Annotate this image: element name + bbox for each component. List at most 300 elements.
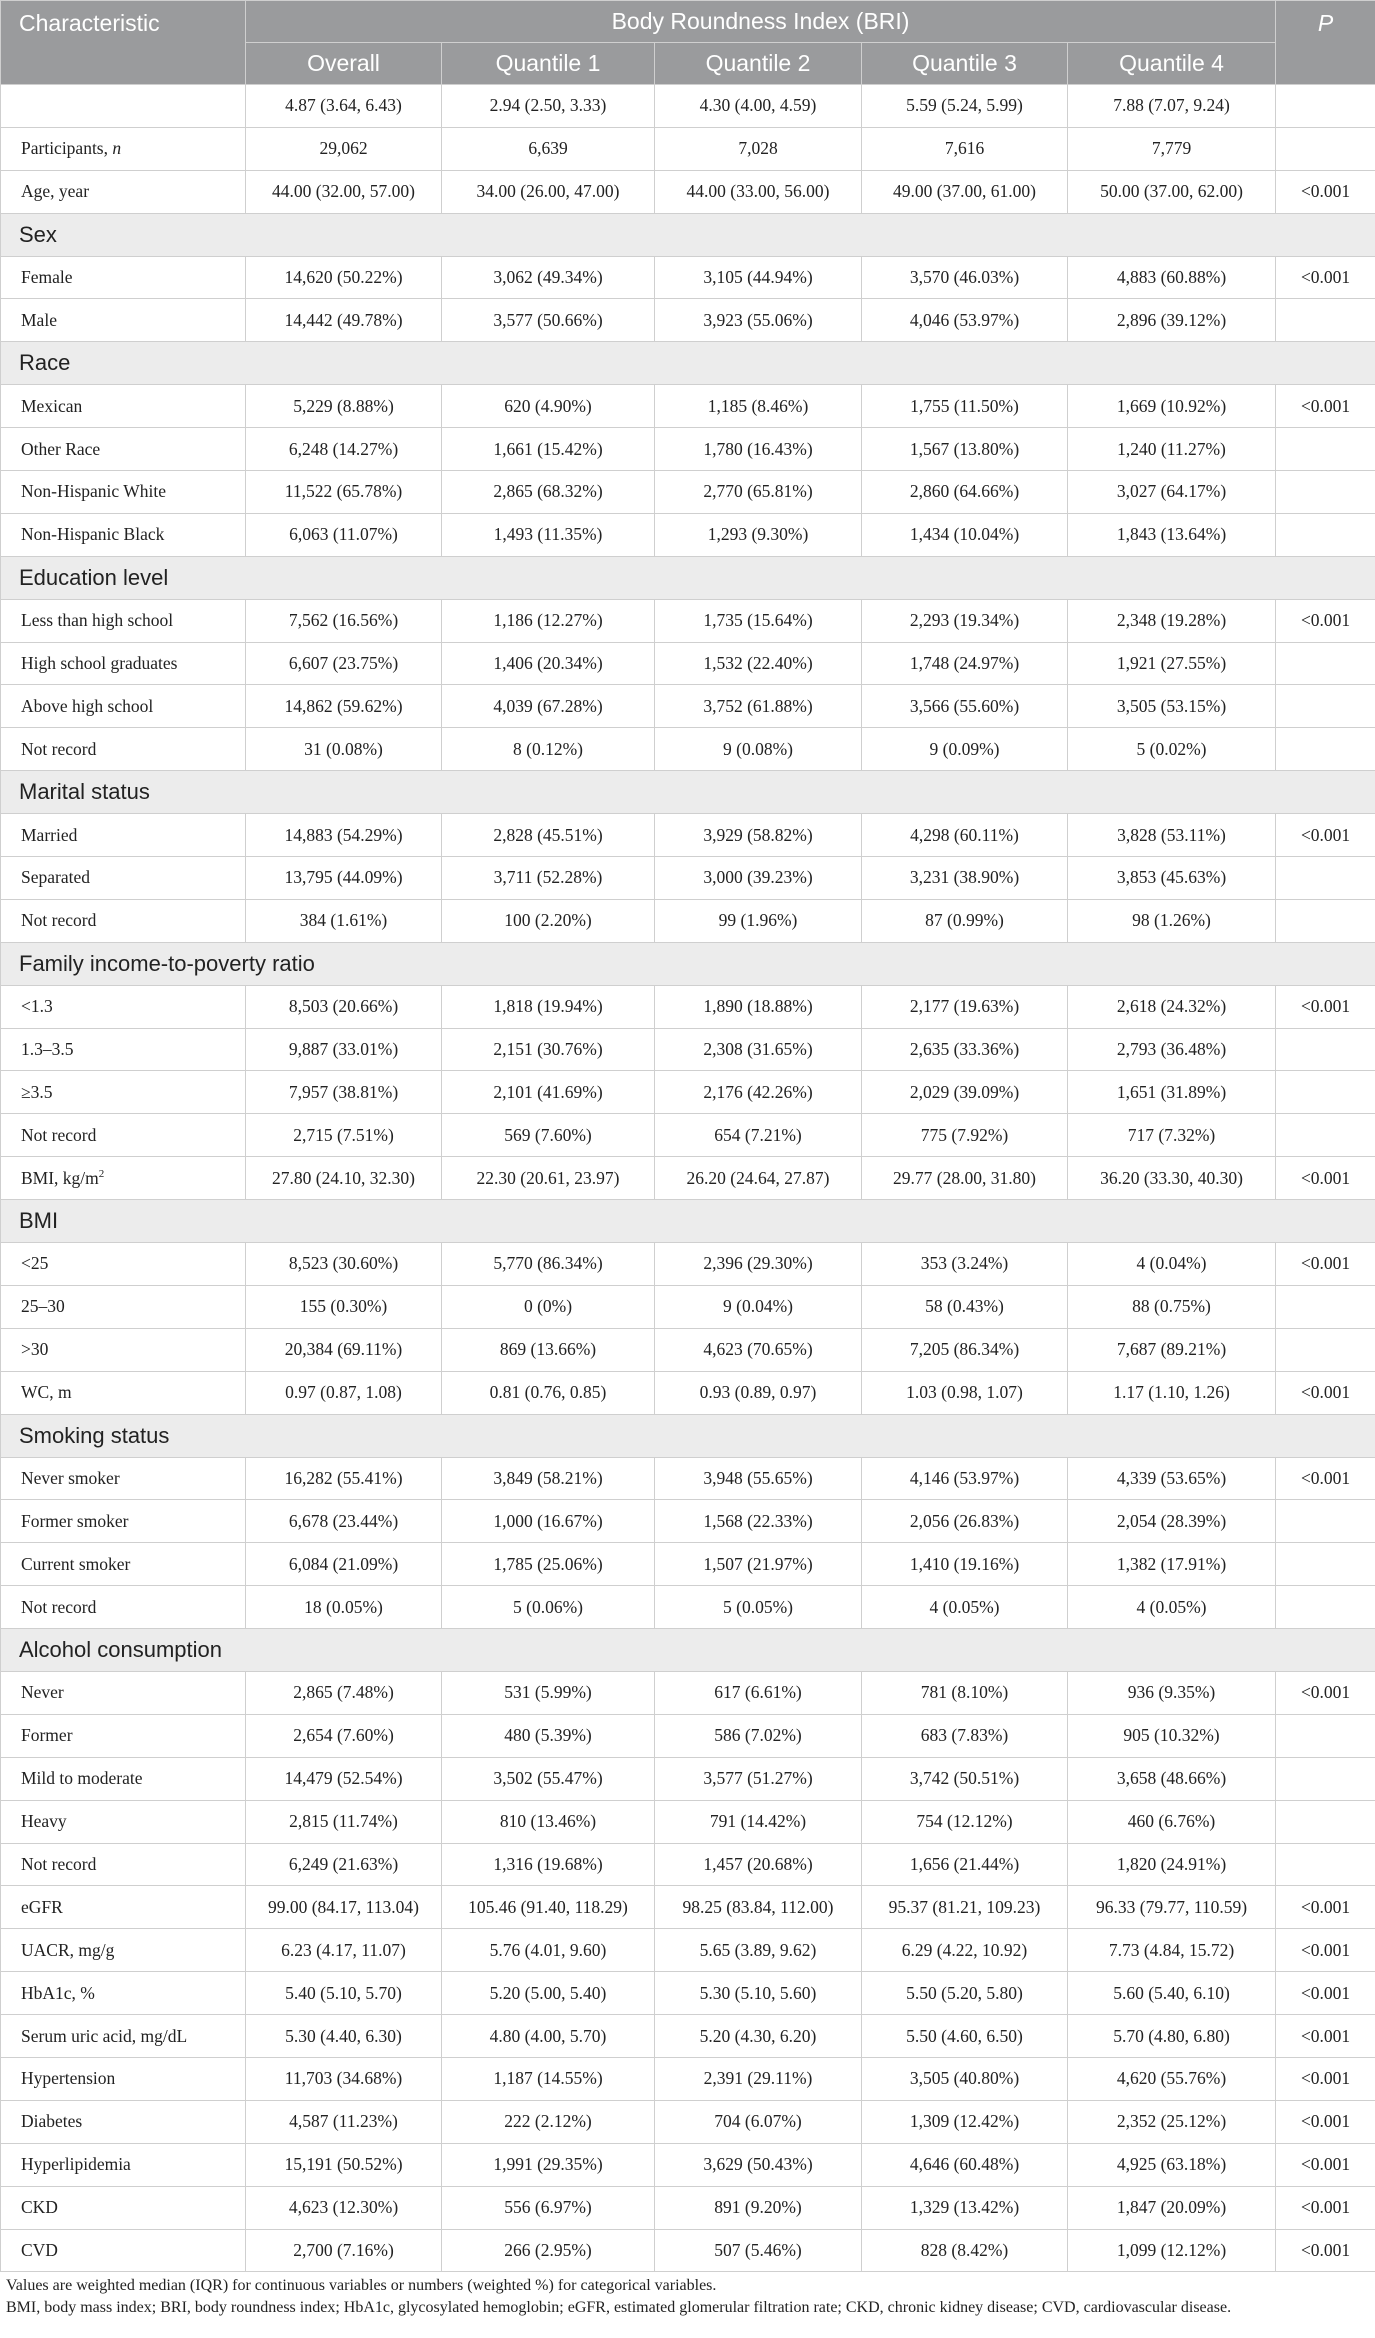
p-value-cell xyxy=(1276,513,1375,556)
row-label-text: Non-Hispanic Black xyxy=(21,524,165,545)
table-cell: 14,479 (52.54%) xyxy=(246,1757,442,1800)
p-value-cell xyxy=(1276,1071,1375,1114)
table-cell: 2,054 (28.39%) xyxy=(1068,1500,1276,1543)
table-cell: 5 (0.05%) xyxy=(655,1586,862,1629)
table-cell: 3,231 (38.90%) xyxy=(862,857,1068,900)
row-label-text: >30 xyxy=(21,1339,49,1360)
row-label xyxy=(1,428,246,471)
table-row xyxy=(1,2186,1375,2229)
table-cell: 1,406 (20.34%) xyxy=(442,642,655,685)
footnotes xyxy=(0,2275,1375,2319)
table-cell: 29.77 (28.00, 31.80) xyxy=(862,1157,1068,1200)
p-value-cell xyxy=(1276,1285,1375,1328)
table-cell: 1,000 (16.67%) xyxy=(442,1500,655,1543)
table-cell: 95.37 (81.21, 109.23) xyxy=(862,1886,1068,1929)
table-cell: 6,084 (21.09%) xyxy=(246,1543,442,1586)
header-col-quantile-1: Quantile 1 xyxy=(442,43,655,85)
row-label-text: Less than high school xyxy=(21,610,174,631)
table-cell: 58 (0.43%) xyxy=(862,1285,1068,1328)
row-label xyxy=(1,1886,246,1929)
p-value-cell: <0.001 xyxy=(1276,985,1375,1028)
table-cell: 1.03 (0.98, 1.07) xyxy=(862,1371,1068,1414)
table-cell: 29,062 xyxy=(246,127,442,170)
table-cell: 36.20 (33.30, 40.30) xyxy=(1068,1157,1276,1200)
table-cell: 14,620 (50.22%) xyxy=(246,256,442,299)
table-cell: 3,577 (50.66%) xyxy=(442,299,655,342)
table-cell: 1,843 (13.64%) xyxy=(1068,513,1276,556)
table-cell: 4,646 (60.48%) xyxy=(862,2143,1068,2186)
section-row xyxy=(1,1414,1375,1457)
table-cell: 4,925 (63.18%) xyxy=(1068,2143,1276,2186)
table-cell: 7,028 xyxy=(655,127,862,170)
table-cell: 88 (0.75%) xyxy=(1068,1285,1276,1328)
row-label xyxy=(1,814,246,857)
table-cell: 99.00 (84.17, 113.04) xyxy=(246,1886,442,1929)
row-label xyxy=(1,685,246,728)
table-cell: 16,282 (55.41%) xyxy=(246,1457,442,1500)
table-cell: 7,779 xyxy=(1068,127,1276,170)
table-row xyxy=(1,1500,1375,1543)
table-cell: 2,860 (64.66%) xyxy=(862,471,1068,514)
section-row xyxy=(1,942,1375,985)
row-label-text: HbA1c, % xyxy=(21,1982,95,2003)
table-row xyxy=(1,1886,1375,1929)
row-label xyxy=(1,1586,246,1629)
row-label-text: Married xyxy=(21,824,78,845)
table-cell: 704 (6.07%) xyxy=(655,2100,862,2143)
row-label-text: Non-Hispanic White xyxy=(21,481,166,502)
p-value-cell: <0.001 xyxy=(1276,1972,1375,2015)
table-cell: 810 (13.46%) xyxy=(442,1800,655,1843)
section-row xyxy=(1,771,1375,814)
p-value-cell: <0.001 xyxy=(1276,814,1375,857)
table-cell: 3,505 (40.80%) xyxy=(862,2057,1068,2100)
row-label-text: Mexican xyxy=(21,395,83,416)
table-cell: 654 (7.21%) xyxy=(655,1114,862,1157)
row-label-text: CVD xyxy=(21,2239,58,2260)
table-cell: 87 (0.99%) xyxy=(862,899,1068,942)
row-label xyxy=(1,2186,246,2229)
row-label xyxy=(1,471,246,514)
row-label-superscript: 2 xyxy=(98,1167,105,1180)
table-cell: 31 (0.08%) xyxy=(246,728,442,771)
table-cell: 5.50 (5.20, 5.80) xyxy=(862,1972,1068,2015)
p-value-cell xyxy=(1276,85,1375,128)
header-p: P xyxy=(1276,1,1375,85)
table-cell: 2,293 (19.34%) xyxy=(862,599,1068,642)
table-cell: 5.20 (5.00, 5.40) xyxy=(442,1972,655,2015)
table-cell: 891 (9.20%) xyxy=(655,2186,862,2229)
table-cell: 14,442 (49.78%) xyxy=(246,299,442,342)
row-label xyxy=(1,1800,246,1843)
table-cell: 266 (2.95%) xyxy=(442,2229,655,2272)
table-cell: 4,620 (55.76%) xyxy=(1068,2057,1276,2100)
table-cell: 1,818 (19.94%) xyxy=(442,985,655,1028)
table-cell: 3,629 (50.43%) xyxy=(655,2143,862,2186)
table-cell: 4,883 (60.88%) xyxy=(1068,256,1276,299)
row-label xyxy=(1,1500,246,1543)
table-cell: 5,770 (86.34%) xyxy=(442,1243,655,1286)
table-cell: 1,309 (12.42%) xyxy=(862,2100,1068,2143)
table-cell: 507 (5.46%) xyxy=(655,2229,862,2272)
p-value-cell: <0.001 xyxy=(1276,1243,1375,1286)
row-label-text: Age, year xyxy=(21,181,90,202)
table-cell: 6,249 (21.63%) xyxy=(246,1843,442,1886)
table-cell: 14,862 (59.62%) xyxy=(246,685,442,728)
table-cell: 1,493 (11.35%) xyxy=(442,513,655,556)
section-row xyxy=(1,556,1375,599)
table-cell: 2,176 (42.26%) xyxy=(655,1071,862,1114)
row-label xyxy=(1,642,246,685)
p-value-cell: <0.001 xyxy=(1276,2143,1375,2186)
header-group: Body Roundness Index (BRI) xyxy=(246,1,1276,43)
table-cell: 4,046 (53.97%) xyxy=(862,299,1068,342)
table-row xyxy=(1,1028,1375,1071)
row-label-text: Never smoker xyxy=(21,1467,120,1488)
table-cell: 27.80 (24.10, 32.30) xyxy=(246,1157,442,1200)
table-cell: 1,847 (20.09%) xyxy=(1068,2186,1276,2229)
table-cell: 781 (8.10%) xyxy=(862,1671,1068,1714)
row-label xyxy=(1,985,246,1028)
table-cell: 1,669 (10.92%) xyxy=(1068,385,1276,428)
table-cell: 4,587 (11.23%) xyxy=(246,2100,442,2143)
row-label xyxy=(1,1114,246,1157)
table-cell: 14,883 (54.29%) xyxy=(246,814,442,857)
table-cell: 0.81 (0.76, 0.85) xyxy=(442,1371,655,1414)
section-row xyxy=(1,342,1375,385)
table-cell: 717 (7.32%) xyxy=(1068,1114,1276,1157)
row-label-text: Not record xyxy=(21,910,97,931)
table-cell: 7.88 (7.07, 9.24) xyxy=(1068,85,1276,128)
p-value-cell: <0.001 xyxy=(1276,2100,1375,2143)
section-row xyxy=(1,213,1375,256)
table-cell: 2,308 (31.65%) xyxy=(655,1028,862,1071)
row-label xyxy=(1,857,246,900)
row-label xyxy=(1,899,246,942)
table-cell: 556 (6.97%) xyxy=(442,2186,655,2229)
header-col-quantile-3: Quantile 3 xyxy=(862,43,1068,85)
table-cell: 1,991 (29.35%) xyxy=(442,2143,655,2186)
table-cell: 1,507 (21.97%) xyxy=(655,1543,862,1586)
header-col-overall: Overall xyxy=(246,43,442,85)
table-row xyxy=(1,1757,1375,1800)
table-row xyxy=(1,299,1375,342)
table-row xyxy=(1,1157,1375,1200)
header-col-quantile-2: Quantile 2 xyxy=(655,43,862,85)
row-label-text: Above high school xyxy=(21,695,154,716)
table-cell: 2,865 (7.48%) xyxy=(246,1671,442,1714)
table-row xyxy=(1,127,1375,170)
table-row xyxy=(1,2057,1375,2100)
table-cell: 2,029 (39.09%) xyxy=(862,1071,1068,1114)
row-label-italic: n xyxy=(112,138,122,159)
table-cell: 20,384 (69.11%) xyxy=(246,1328,442,1371)
table-cell: 2,177 (19.63%) xyxy=(862,985,1068,1028)
p-value-cell xyxy=(1276,685,1375,728)
table-cell: 5 (0.06%) xyxy=(442,1586,655,1629)
table-row xyxy=(1,1843,1375,1886)
table-cell: 1,748 (24.97%) xyxy=(862,642,1068,685)
p-value-cell xyxy=(1276,1543,1375,1586)
p-value-cell: <0.001 xyxy=(1276,385,1375,428)
row-label-text: Not record xyxy=(21,738,97,759)
table-cell: 1,434 (10.04%) xyxy=(862,513,1068,556)
table-cell: 9,887 (33.01%) xyxy=(246,1028,442,1071)
table-cell: 7,205 (86.34%) xyxy=(862,1328,1068,1371)
row-label-text: Heavy xyxy=(21,1811,67,1832)
row-label xyxy=(1,1371,246,1414)
table-cell: 460 (6.76%) xyxy=(1068,1800,1276,1843)
table-cell: 1,651 (31.89%) xyxy=(1068,1071,1276,1114)
p-value-cell xyxy=(1276,1028,1375,1071)
table-cell: 5 (0.02%) xyxy=(1068,728,1276,771)
table-cell: 34.00 (26.00, 47.00) xyxy=(442,170,655,213)
row-label-text: 1.3–3.5 xyxy=(21,1039,74,1060)
row-label-text: CKD xyxy=(21,2197,58,2218)
table-cell: 3,828 (53.11%) xyxy=(1068,814,1276,857)
table-cell: 5.20 (4.30, 6.20) xyxy=(655,2015,862,2058)
row-label-text: Male xyxy=(21,309,57,330)
row-label-text: Not record xyxy=(21,1853,97,1874)
row-label xyxy=(1,256,246,299)
p-value-cell xyxy=(1276,1714,1375,1757)
row-label xyxy=(1,1929,246,1972)
table-cell: 531 (5.99%) xyxy=(442,1671,655,1714)
table-cell: 0.97 (0.87, 1.08) xyxy=(246,1371,442,1414)
row-label xyxy=(1,85,246,128)
table-cell: 100 (2.20%) xyxy=(442,899,655,942)
table-cell: 0.93 (0.89, 0.97) xyxy=(655,1371,862,1414)
table-cell: 1,567 (13.80%) xyxy=(862,428,1068,471)
table-cell: 1,780 (16.43%) xyxy=(655,428,862,471)
p-value-cell xyxy=(1276,857,1375,900)
p-value-cell: <0.001 xyxy=(1276,170,1375,213)
row-label xyxy=(1,170,246,213)
table-cell: 2,715 (7.51%) xyxy=(246,1114,442,1157)
table-row xyxy=(1,1671,1375,1714)
table-row xyxy=(1,1543,1375,1586)
table-row xyxy=(1,85,1375,128)
section-label: BMI xyxy=(1,1200,1375,1243)
table-cell: 936 (9.35%) xyxy=(1068,1671,1276,1714)
row-label xyxy=(1,728,246,771)
table-cell: 7,616 xyxy=(862,127,1068,170)
row-label xyxy=(1,1028,246,1071)
table-row xyxy=(1,1285,1375,1328)
table-cell: 4 (0.04%) xyxy=(1068,1243,1276,1286)
table-cell: 2.94 (2.50, 3.33) xyxy=(442,85,655,128)
table-cell: 99 (1.96%) xyxy=(655,899,862,942)
section-label: Race xyxy=(1,342,1375,385)
table-cell: 4,623 (12.30%) xyxy=(246,2186,442,2229)
row-label-text: WC, m xyxy=(21,1382,72,1403)
table-row xyxy=(1,728,1375,771)
table-cell: 44.00 (32.00, 57.00) xyxy=(246,170,442,213)
row-label-text: Separated xyxy=(21,867,90,888)
table-cell: 5.60 (5.40, 6.10) xyxy=(1068,1972,1276,2015)
row-label xyxy=(1,1543,246,1586)
table-row xyxy=(1,2100,1375,2143)
table-cell: 96.33 (79.77, 110.59) xyxy=(1068,1886,1276,1929)
table-row xyxy=(1,1328,1375,1371)
table-cell: 3,853 (45.63%) xyxy=(1068,857,1276,900)
table-cell: 3,566 (55.60%) xyxy=(862,685,1068,728)
table-cell: 1,755 (11.50%) xyxy=(862,385,1068,428)
footnote-abbreviations: BMI, body mass index; BRI, body roundness index; HbA1c, glycosylated hemoglobin; eGFR, estimated glomerular filtration rate; CKD, chronic kidney disease; CVD, cardiovascular disease. xyxy=(6,2299,1232,2317)
row-label xyxy=(1,2143,246,2186)
table-cell: 2,618 (24.32%) xyxy=(1068,985,1276,1028)
p-value-cell: <0.001 xyxy=(1276,1371,1375,1414)
table-cell: 3,658 (48.66%) xyxy=(1068,1757,1276,1800)
table-cell: 569 (7.60%) xyxy=(442,1114,655,1157)
table-cell: 8,523 (30.60%) xyxy=(246,1243,442,1286)
row-label-text: Current smoker xyxy=(21,1553,131,1574)
table-cell: 5.76 (4.01, 9.60) xyxy=(442,1929,655,1972)
table-cell: 4,039 (67.28%) xyxy=(442,685,655,728)
table-cell: 13,795 (44.09%) xyxy=(246,857,442,900)
p-value-cell: <0.001 xyxy=(1276,1886,1375,1929)
table-cell: 828 (8.42%) xyxy=(862,2229,1068,2272)
row-label-text: Mild to moderate xyxy=(21,1768,143,1789)
table-cell: 3,948 (55.65%) xyxy=(655,1457,862,1500)
row-label xyxy=(1,599,246,642)
row-label xyxy=(1,1328,246,1371)
section-label: Marital status xyxy=(1,771,1375,814)
p-value-cell xyxy=(1276,1500,1375,1543)
table-cell: 7,957 (38.81%) xyxy=(246,1071,442,1114)
header-characteristic: Characteristic xyxy=(1,1,246,85)
header-col-quantile-4: Quantile 4 xyxy=(1068,43,1276,85)
table-cell: 7,562 (16.56%) xyxy=(246,599,442,642)
table-row xyxy=(1,385,1375,428)
row-label-text: Serum uric acid, mg/dL xyxy=(21,2025,188,2046)
p-value-cell xyxy=(1276,642,1375,685)
table-cell: 2,700 (7.16%) xyxy=(246,2229,442,2272)
table-cell: 4.87 (3.64, 6.43) xyxy=(246,85,442,128)
section-label: Education level xyxy=(1,556,1375,599)
table-row xyxy=(1,513,1375,556)
row-label xyxy=(1,299,246,342)
table-cell: 905 (10.32%) xyxy=(1068,1714,1276,1757)
row-label-text: ≥3.5 xyxy=(21,1081,53,1102)
footnote-values: Values are weighted median (IQR) for continuous variables or numbers (weighted %) for categorical variables. xyxy=(6,2277,717,2295)
table-cell: 22.30 (20.61, 23.97) xyxy=(442,1157,655,1200)
table-cell: 1,410 (19.16%) xyxy=(862,1543,1068,1586)
p-value-cell: <0.001 xyxy=(1276,256,1375,299)
table-cell: 4,146 (53.97%) xyxy=(862,1457,1068,1500)
table-cell: 6.23 (4.17, 11.07) xyxy=(246,1929,442,1972)
table-cell: 2,151 (30.76%) xyxy=(442,1028,655,1071)
table-cell: 2,396 (29.30%) xyxy=(655,1243,862,1286)
table-cell: 2,865 (68.32%) xyxy=(442,471,655,514)
table-cell: 1,457 (20.68%) xyxy=(655,1843,862,1886)
table-row xyxy=(1,685,1375,728)
table-cell: 4,339 (53.65%) xyxy=(1068,1457,1276,1500)
header-row-1 xyxy=(1,1,1375,43)
row-label-text: Former xyxy=(21,1725,73,1746)
table-row xyxy=(1,814,1375,857)
table-cell: 1,890 (18.88%) xyxy=(655,985,862,1028)
table-cell: 1,187 (14.55%) xyxy=(442,2057,655,2100)
p-value-cell xyxy=(1276,1328,1375,1371)
row-label-text: Not record xyxy=(21,1124,97,1145)
table-cell: 2,770 (65.81%) xyxy=(655,471,862,514)
p-value-cell: <0.001 xyxy=(1276,1929,1375,1972)
table-row xyxy=(1,1714,1375,1757)
table-row xyxy=(1,1071,1375,1114)
table-cell: 11,703 (34.68%) xyxy=(246,2057,442,2100)
row-label xyxy=(1,1285,246,1328)
section-label: Alcohol consumption xyxy=(1,1629,1375,1672)
table-cell: 3,577 (51.27%) xyxy=(655,1757,862,1800)
table-cell: 791 (14.42%) xyxy=(655,1800,862,1843)
table-cell: 775 (7.92%) xyxy=(862,1114,1068,1157)
table-cell: 3,742 (50.51%) xyxy=(862,1757,1068,1800)
table-cell: 3,000 (39.23%) xyxy=(655,857,862,900)
table-cell: 1,293 (9.30%) xyxy=(655,513,862,556)
table-cell: 8,503 (20.66%) xyxy=(246,985,442,1028)
table-cell: 4,623 (70.65%) xyxy=(655,1328,862,1371)
table-cell: 1,186 (12.27%) xyxy=(442,599,655,642)
table-cell: 353 (3.24%) xyxy=(862,1243,1068,1286)
p-value-cell xyxy=(1276,1843,1375,1886)
p-value-cell: <0.001 xyxy=(1276,599,1375,642)
table-cell: 2,828 (45.51%) xyxy=(442,814,655,857)
table-cell: 2,056 (26.83%) xyxy=(862,1500,1068,1543)
table-cell: 754 (12.12%) xyxy=(862,1800,1068,1843)
table-cell: 6,607 (23.75%) xyxy=(246,642,442,685)
table-cell: 1,820 (24.91%) xyxy=(1068,1843,1276,1886)
row-label-text: <1.3 xyxy=(21,996,53,1017)
table-cell: 6,678 (23.44%) xyxy=(246,1500,442,1543)
p-value-cell xyxy=(1276,1800,1375,1843)
row-label xyxy=(1,513,246,556)
table-cell: 1,316 (19.68%) xyxy=(442,1843,655,1886)
table-cell: 6.29 (4.22, 10.92) xyxy=(862,1929,1068,1972)
table-cell: 49.00 (37.00, 61.00) xyxy=(862,170,1068,213)
row-label-text: Female xyxy=(21,267,73,287)
table-cell: 3,505 (53.15%) xyxy=(1068,685,1276,728)
row-label-text: eGFR xyxy=(21,1896,63,1917)
table-cell: 6,248 (14.27%) xyxy=(246,428,442,471)
p-value-cell xyxy=(1276,127,1375,170)
table-cell: 2,896 (39.12%) xyxy=(1068,299,1276,342)
table-row xyxy=(1,1800,1375,1843)
table-cell: 0 (0%) xyxy=(442,1285,655,1328)
row-label xyxy=(1,1714,246,1757)
table-cell: 98 (1.26%) xyxy=(1068,899,1276,942)
table-cell: 1,329 (13.42%) xyxy=(862,2186,1068,2229)
row-label-text: Former smoker xyxy=(21,1510,129,1531)
table-cell: 5.65 (3.89, 9.62) xyxy=(655,1929,862,1972)
row-label xyxy=(1,1071,246,1114)
table-row xyxy=(1,1457,1375,1500)
table-cell: 5.30 (4.40, 6.30) xyxy=(246,2015,442,2058)
table-row xyxy=(1,857,1375,900)
p-value-cell xyxy=(1276,428,1375,471)
row-label xyxy=(1,1157,246,1200)
table-cell: 1,532 (22.40%) xyxy=(655,642,862,685)
table-cell: 3,027 (64.17%) xyxy=(1068,471,1276,514)
table-cell: 7,687 (89.21%) xyxy=(1068,1328,1276,1371)
table-cell: 1,735 (15.64%) xyxy=(655,599,862,642)
table-cell: 2,101 (41.69%) xyxy=(442,1071,655,1114)
table-cell: 3,929 (58.82%) xyxy=(655,814,862,857)
row-label xyxy=(1,1457,246,1500)
p-value-cell: <0.001 xyxy=(1276,2015,1375,2058)
table-cell: 44.00 (33.00, 56.00) xyxy=(655,170,862,213)
table-cell: 4.80 (4.00, 5.70) xyxy=(442,2015,655,2058)
